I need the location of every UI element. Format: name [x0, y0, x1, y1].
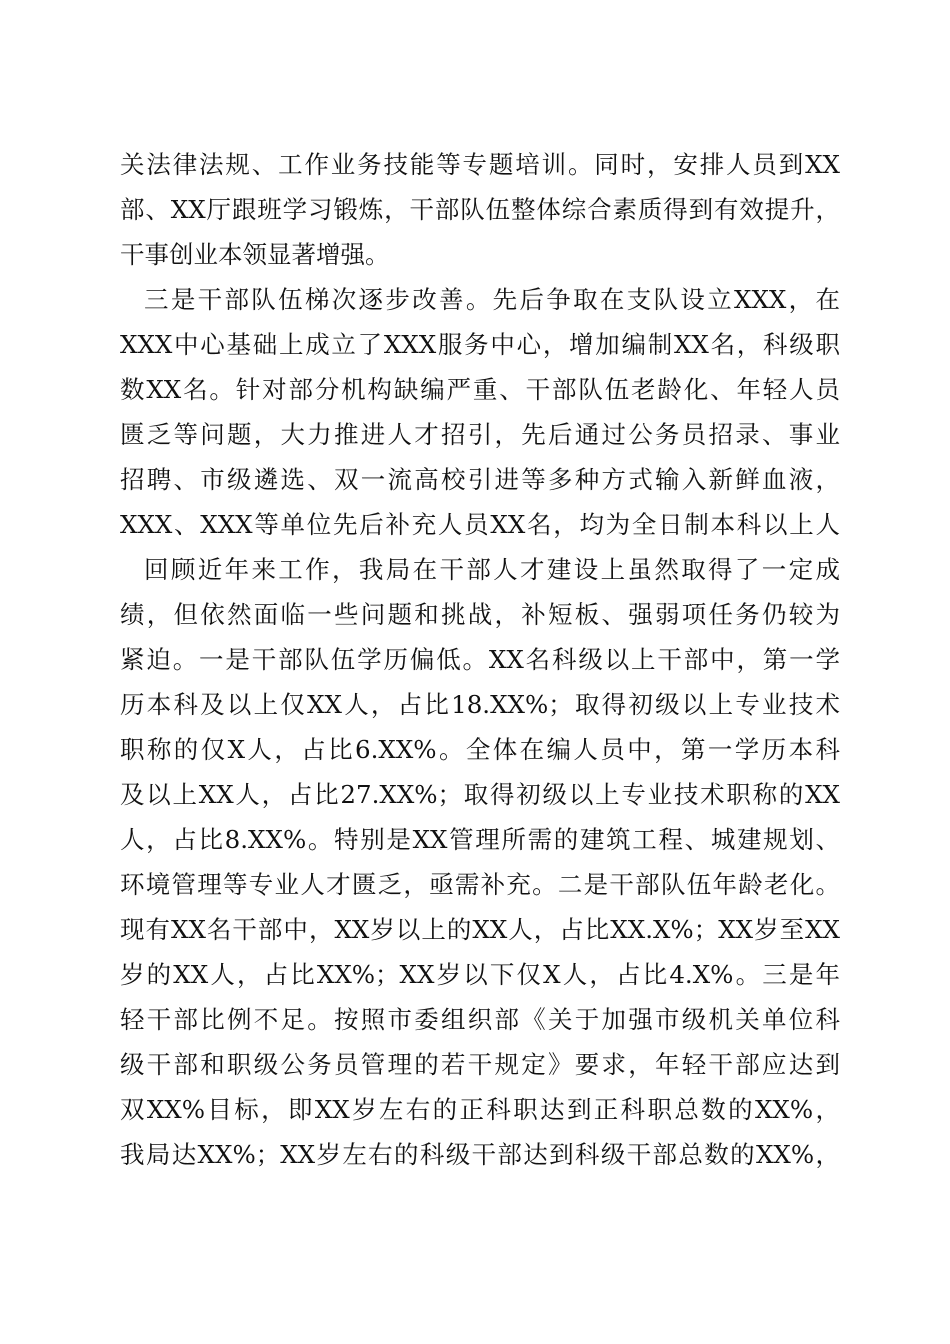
text-line: 三是干部队伍梯次逐步改善。先后争取在支队设立XXX，在 [144, 285, 840, 314]
text-line: 及以上XX人，占比27.XX%；取得初级以上专业技术职称的XX [120, 780, 840, 809]
text-line: 关法律法规、工作业务技能等专题培训。同时，安排人员到XX [120, 150, 840, 179]
text-line: 人，占比8.XX%。特别是XX管理所需的建筑工程、城建规划、 [120, 825, 840, 854]
text-line: 回顾近年来工作，我局在干部人才建设上虽然取得了一定成 [144, 555, 840, 584]
text-line: 绩，但依然面临一些问题和挑战，补短板、强弱项任务仍较为 [120, 600, 840, 629]
text-line: 我局达XX%；XX岁左右的科级干部达到科级干部总数的XX%， [120, 1140, 840, 1169]
text-line: 招聘、市级遴选、双一流高校引进等多种方式输入新鲜血液， [120, 465, 840, 494]
text-line: 轻干部比例不足。按照市委组织部《关于加强市级机关单位科 [120, 1005, 840, 1034]
text-line: 现有XX名干部中，XX岁以上的XX人，占比XX.X%；XX岁至XX [120, 915, 840, 944]
text-line: 部、XX厅跟班学习锻炼，干部队伍整体综合素质得到有效提升， [120, 195, 840, 224]
text-line: 双XX%目标，即XX岁左右的正科职达到正科职总数的XX%， [120, 1095, 840, 1124]
text-line: 职称的仅X人，占比6.XX%。全体在编人员中，第一学历本科 [120, 735, 840, 764]
text-line: 干事创业本领显著增强。 [120, 240, 390, 269]
text-line: XXX、XXX等单位先后补充人员XX名，均为全日制本科以上人 [120, 510, 840, 539]
text-line: 环境管理等专业人才匮乏，亟需补充。二是干部队伍年龄老化。 [120, 870, 840, 899]
document-body [120, 142, 840, 1177]
text-line: XXX中心基础上成立了XXX服务中心，增加编制XX名，科级职 [120, 330, 840, 359]
text-line: 岁的XX人，占比XX%；XX岁以下仅X人，占比4.X%。三是年 [120, 960, 840, 989]
text-line: 级干部和职级公务员管理的若干规定》要求，年轻干部应达到 [120, 1050, 840, 1079]
text-line: 紧迫。一是干部队伍学历偏低。XX名科级以上干部中，第一学 [120, 645, 840, 674]
text-line: 历本科及以上仅XX人，占比18.XX%；取得初级以上专业技术 [120, 690, 840, 719]
text-line: 数XX名。针对部分机构缺编严重、干部队伍老龄化、年轻人员 [120, 375, 840, 404]
text-line: 匮乏等问题，大力推进人才招引，先后通过公务员招录、事业 [120, 420, 840, 449]
